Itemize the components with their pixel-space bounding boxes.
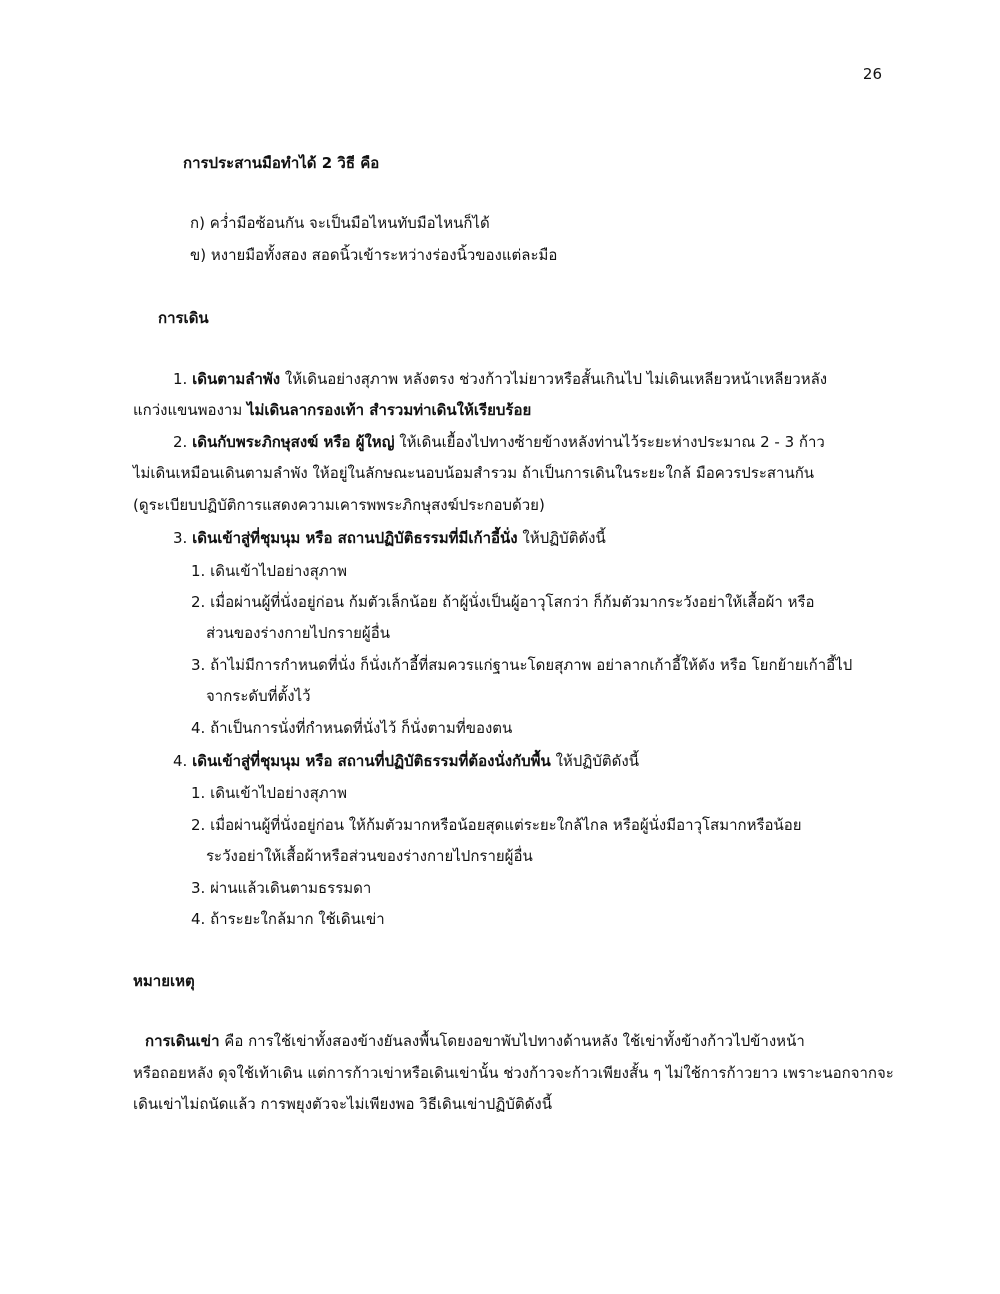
walk-rule-3-item-3-cont: จากระดับที่ตั้งไว้ xyxy=(206,687,311,705)
walk-rule-4-item-3: 3. ผ่านแล้วเดินตามธรรมดา xyxy=(191,879,372,897)
walk-rule-3-number: 3. xyxy=(173,529,188,547)
walk-rule-4-text: ให้ปฏิบัติดังนี้ xyxy=(555,752,639,770)
walk-rule-4-title: เดินเข้าสู่ที่ชุมนุม หรือ สถานที่ปฏิบัติธรรมที่ต้องนั่งกับพื้น xyxy=(192,752,551,770)
note-line-3: เดินเข่าไม่ถนัดแล้ว การพยุงตัวจะไม่เพียงพอ วิธีเดินเข่าปฏิบัติดังนี้ xyxy=(133,1095,552,1113)
hand-clasp-item-1: ก) คว่ำมือซ้อนกัน จะเป็นมือไหนทับมือไหนก็ได้ xyxy=(190,214,490,232)
walk-rule-3-item-2-cont: ส่วนของร่างกายไปกรายผู้อื่น xyxy=(206,624,390,642)
walk-rule-3-item-1: 1. เดินเข้าไปอย่างสุภาพ xyxy=(191,562,347,580)
walk-rule-4-item-4: 4. ถ้าระยะใกล้มาก ใช้เดินเข่า xyxy=(191,910,385,928)
note-term: การเดินเข่า xyxy=(145,1032,220,1050)
walk-rule-3-title: เดินเข้าสู่ที่ชุมนุม หรือ สถานปฏิบัติธรรมที่มีเก้าอี้นั่ง xyxy=(192,529,518,547)
walk-rule-2-line3: (ดูระเบียบปฏิบัติการแสดงความเคารพพระภิกษุสงฆ์ประกอบด้วย) xyxy=(133,496,545,514)
walk-rule-4-number: 4. xyxy=(173,752,188,770)
hand-clasp-heading: การประสานมือทำได้ 2 วิธี คือ xyxy=(183,154,380,172)
hand-clasp-item-2: ข) หงายมือทั้งสอง สอดนิ้วเข้าระหว่างร่องนิ้วของแต่ละมือ xyxy=(190,246,558,264)
note-line-1 xyxy=(145,1031,805,1051)
note-heading: หมายเหตุ xyxy=(133,972,195,990)
walk-rule-3 xyxy=(173,528,606,548)
walk-rule-4 xyxy=(173,751,639,771)
walk-rule-1-line2-bold: ไม่เดินลากรองเท้า สำรวมท่าเดินให้เรียบร้อย xyxy=(247,401,532,419)
walk-rule-1-line2-text: แกว่งแขนพองาม xyxy=(133,401,243,419)
page-number: 26 xyxy=(862,65,882,83)
walk-rule-4-item-1: 1. เดินเข้าไปอย่างสุภาพ xyxy=(191,784,347,802)
walk-rule-3-item-2: 2. เมื่อผ่านผู้ที่นั่งอยู่ก่อน ก้มตัวเล็กน้อย ถ้าผู้นั่งเป็นผู้อาวุโสกว่า ก็ก้มตัวมากระวังอย่าให้เสื้อผ้า หรือ xyxy=(191,593,815,611)
walk-rule-1-title: เดินตามลำพัง xyxy=(192,370,281,388)
walking-heading: การเดิน xyxy=(158,309,209,327)
walk-rule-1 xyxy=(173,369,827,389)
note-line-1-text: คือ การใช้เข่าทั้งสองข้างยันลงพื้นโดยงอขาพับไปทางด้านหลัง ใช้เข่าทั้งข้างก้าวไปข้างหน้า xyxy=(224,1032,805,1050)
walk-rule-3-item-3: 3. ถ้าไม่มีการกำหนดที่นั่ง ก็นั่งเก้าอี้ที่สมควรแก่ฐานะโดยสุภาพ อย่าลากเก้าอี้ให้ดัง หรือ โยกย้ายเก้าอี้ไป xyxy=(191,656,853,674)
note-line-2: หรือถอยหลัง ดุจใช้เท้าเดิน แต่การก้าวเข่าหรือเดินเข่านั้น ช่วงก้าวจะก้าวเพียงสั้น ๆ ไม่ใช้การก้าวยาว เพราะนอกจากจะ xyxy=(133,1064,894,1082)
walk-rule-3-text: ให้ปฏิบัติดังนี้ xyxy=(522,529,606,547)
walk-rule-2-text: ให้เดินเยื้องไปทางซ้ายข้างหลังท่านไว้ระยะห่างประมาณ 2 - 3 ก้าว xyxy=(399,433,825,451)
walk-rule-2-title: เดินกับพระภิกษุสงฆ์ หรือ ผู้ใหญ่ xyxy=(192,433,395,451)
walk-rule-4-item-2: 2. เมื่อผ่านผู้ที่นั่งอยู่ก่อน ให้ก้มตัวมากหรือน้อยสุดแต่ระยะใกล้ไกล หรือผู้นั่งมีอาวุโสมากหรือน้อย xyxy=(191,816,802,834)
walk-rule-2-number: 2. xyxy=(173,433,188,451)
walk-rule-1-text: ให้เดินอย่างสุภาพ หลังตรง ช่วงก้าวไม่ยาวหรือสั้นเกินไป ไม่เดินเหลียวหน้าเหลียวหลัง xyxy=(284,370,828,388)
walk-rule-1-line2 xyxy=(133,400,531,420)
walk-rule-2-line2: ไม่เดินเหมือนเดินตามลำพัง ให้อยู่ในลักษณะนอบน้อมสำรวม ถ้าเป็นการเดินในระยะใกล้ มือควรประสานกัน xyxy=(133,464,815,482)
walk-rule-3-item-4: 4. ถ้าเป็นการนั่งที่กำหนดที่นั่งไว้ ก็นั่งตามที่ของตน xyxy=(191,719,513,737)
walk-rule-1-number: 1. xyxy=(173,370,188,388)
walk-rule-4-item-2-cont: ระวังอย่าให้เสื้อผ้าหรือส่วนของร่างกายไปกรายผู้อื่น xyxy=(206,847,533,865)
walk-rule-2 xyxy=(173,432,825,452)
